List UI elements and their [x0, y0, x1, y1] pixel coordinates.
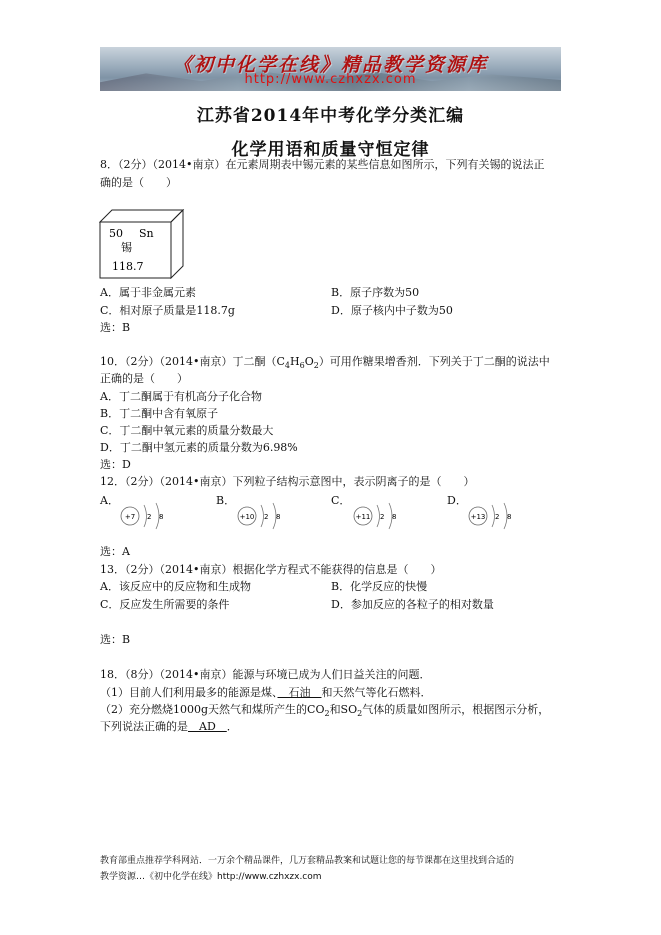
footer-line-2: 教学资源…《初中化学在线》http://www.czhxzx.com [100, 872, 322, 882]
q10-option-a: A．丁二酮属于有机高分子化合物 [100, 390, 262, 403]
q13-option-a: A．该反应中的反应物和生成物 [100, 580, 251, 593]
q8-option-c: C．相对原子质量是118.7g [100, 304, 235, 317]
card-atomic-mass: 118.7 [112, 260, 144, 273]
q8-answer: 选：B [100, 321, 131, 334]
card-atomic-number: 50 [109, 227, 123, 240]
q18-part2-line2: 下列说法正确的是 AD ． [100, 720, 238, 733]
q13-answer: 选：B [100, 633, 131, 646]
q10-answer: 选：D [100, 458, 131, 471]
q18-blank-2: AD [188, 720, 227, 733]
q12-stem: 12．（2分）（2014•南京）下列粒子结构示意图中，表示阴离子的是（ ） [100, 475, 475, 488]
q10-stem-line1: 10．（2分）（2014•南京）丁二酮$(C_4H_6O_2)$可用作糖果增香剂．下列关于丁二酮的说法中 [100, 355, 550, 371]
svg-text:2: 2 [147, 513, 152, 521]
q13-stem: 13．（2分）（2014•南京）根据化学方程式不能获得的信息是（ ） [100, 563, 442, 576]
q8-option-a: A．属于非金属元素 [100, 286, 196, 299]
header-banner [100, 47, 561, 91]
q18-part1: （1）目前人们利用最多的能源是煤、 石油 和天然气等化石燃料． [100, 686, 432, 699]
q10-option-c: C．丁二酮中氧元素的质量分数最大 [100, 424, 274, 437]
atom-diagram-a [118, 499, 178, 533]
q8-option-d: D．原子核内中子数为50 [331, 304, 453, 317]
atom-diagram-c [351, 499, 411, 533]
page-subtitle: 化学用语和质量守恒定律 [231, 140, 430, 160]
q18-part2: （2）充分燃烧1000g天然气和煤所产生的$CO_2$和$SO_2$气体的质量如图所示，根据图示分析， [100, 703, 550, 719]
page-title: 江苏省2014年中考化学分类汇编 [196, 106, 465, 126]
atom-diagram-d [466, 499, 526, 533]
q8-stem-line1: 8．（2分）（2014•南京）在元素周期表中锡元素的某些信息如图所示，下列有关锡的说法正 [100, 158, 545, 171]
q12-label-a: A． [100, 494, 119, 507]
svg-text:+13: +13 [470, 513, 486, 521]
card-symbol: Sn [139, 227, 154, 240]
q12-label-c: C． [331, 494, 351, 507]
q18-blank-1: 石油 [277, 686, 322, 699]
svg-text:2: 2 [380, 513, 385, 521]
q12-label-d: D． [447, 494, 467, 507]
atom-diagram-b [235, 499, 295, 533]
q13-option-d: D．参加反应的各粒子的相对数量 [331, 598, 494, 611]
q12-answer: 选：A [100, 545, 130, 558]
q10-option-b: B．丁二酮中含有氧原子 [100, 407, 219, 420]
q18-stem: 18．（8分）（2014•南京）能源与环境已成为人们日益关注的问题． [100, 668, 431, 681]
svg-text:8: 8 [392, 513, 397, 521]
page-footer [100, 853, 570, 885]
q13-option-c: C．反应发生所需要的条件 [100, 598, 230, 611]
svg-text:+11: +11 [355, 513, 371, 521]
footer-line-1: 教育部重点推荐学科网站．一万余个精品课件，几万套精品教案和试题让您的每节课都在这里找到合适的 [100, 856, 515, 866]
card-element-name: 锡 [121, 241, 132, 254]
svg-text:8: 8 [159, 513, 164, 521]
element-card-tin [99, 209, 185, 279]
svg-text:8: 8 [276, 513, 281, 521]
svg-text:2: 2 [264, 513, 269, 521]
q8-option-b: B．原子序数为50 [331, 286, 420, 299]
q10-stem-line2: 正确的是（ ） [100, 372, 188, 385]
q12-label-b: B． [216, 494, 236, 507]
banner-url[interactable]: http://www.czhxzx.com [244, 72, 417, 87]
q10-option-d: D．丁二酮中氢元素的质量分数为6.98% [100, 441, 298, 454]
q8-stem-line2: 确的是（ ） [100, 176, 177, 189]
svg-text:2: 2 [495, 513, 500, 521]
q13-option-b: B．化学反应的快慢 [331, 580, 428, 593]
svg-text:8: 8 [507, 513, 512, 521]
banner-title: 《初中化学在线》精品教学资源库 [172, 54, 488, 76]
svg-text:+7: +7 [124, 513, 136, 521]
svg-text:+10: +10 [239, 513, 255, 521]
